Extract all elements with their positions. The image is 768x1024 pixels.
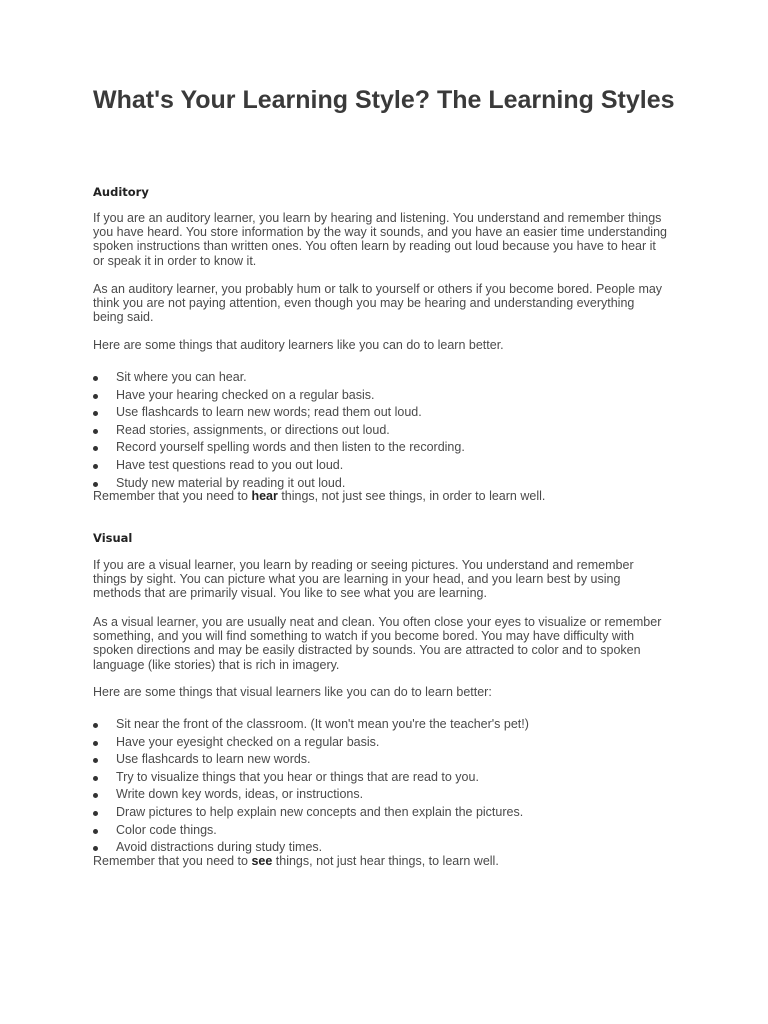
- remember-text: things, not just see things, in order to learn well.: [277, 489, 546, 503]
- remember-text: things, not just hear things, to learn well.: [272, 854, 499, 868]
- list-item-text: Use flashcards to learn new words; read them out loud.: [116, 405, 422, 420]
- list-item-text: Have your eyesight checked on a regular basis.: [116, 734, 380, 749]
- remember-emphasis: hear: [251, 489, 278, 503]
- bullet-icon: [93, 758, 98, 763]
- list-item-text: Avoid distractions during study times.: [116, 840, 323, 855]
- bullet-icon: [93, 776, 98, 781]
- bullet-icon: [93, 411, 98, 416]
- list-item: [93, 822, 668, 840]
- auditory-tips-list: [93, 369, 668, 492]
- list-item-text: Read stories, assignments, or directions out loud.: [116, 422, 390, 437]
- list-item: [93, 439, 668, 457]
- list-item: [93, 387, 668, 405]
- list-item: [93, 804, 668, 822]
- visual-tips-list: [93, 716, 668, 857]
- remember-note-visual: [93, 854, 668, 868]
- bullet-icon: [93, 829, 98, 834]
- paragraph: Here are some things that visual learners like you can do to learn better:: [93, 685, 492, 699]
- paragraph: Here are some things that auditory learners like you can do to learn better.: [93, 338, 504, 352]
- list-item-text: Color code things.: [116, 822, 217, 837]
- paragraph: As an auditory learner, you probably hum or talk to yourself or others if you become bored. People may think you are not paying attention, even though you may be hearing and understanding everything being said.: [93, 282, 663, 325]
- bullet-icon: [93, 793, 98, 798]
- paragraph: If you are a visual learner, you learn by reading or seeing pictures. You understand and remember things by sight. You can picture what you are learning in your head, and you learn best by using methods that are primarily visual. You like to see what you are learning.: [93, 558, 634, 601]
- section-heading-visual: Visual: [93, 531, 133, 545]
- list-item-text: Use flashcards to learn new words.: [116, 752, 311, 767]
- page-title: What's Your Learning Style? The Learning Styles: [93, 86, 675, 114]
- list-item-text: Draw pictures to help explain new concepts and then explain the pictures.: [116, 804, 524, 819]
- bullet-icon: [93, 846, 98, 851]
- list-item-text: Have your hearing checked on a regular basis.: [116, 387, 375, 402]
- list-item-text: Record yourself spelling words and then listen to the recording.: [116, 440, 465, 455]
- list-item-text: Have test questions read to you out loud.: [116, 457, 344, 472]
- list-item-text: Try to visualize things that you hear or things that are read to you.: [116, 769, 479, 784]
- paragraph: If you are an auditory learner, you learn by hearing and listening. You understand and remember things you have heard. You store information by the way it sounds, and you have an easier time understanding spoken instructions than written ones. You often learn by reading out loud because you have to hear it or speak it in order to know it.: [93, 211, 667, 268]
- list-item: [93, 422, 668, 440]
- bullet-icon: [93, 482, 98, 487]
- list-item: [93, 786, 668, 804]
- remember-note-auditory: [93, 489, 668, 503]
- list-item-text: Sit where you can hear.: [116, 370, 247, 384]
- bullet-icon: [93, 464, 98, 469]
- list-item: [93, 369, 668, 387]
- bullet-icon: [93, 446, 98, 451]
- remember-emphasis: see: [251, 854, 273, 868]
- list-item-text: Sit near the front of the classroom. (It won't mean you're the teacher's pet!): [116, 717, 529, 731]
- list-item: [93, 716, 668, 734]
- bullet-icon: [93, 394, 98, 399]
- remember-text: Remember that you need to: [93, 489, 252, 503]
- bullet-icon: [93, 723, 98, 728]
- list-item: [93, 751, 668, 769]
- bullet-icon: [93, 429, 98, 434]
- remember-text: Remember that you need to: [93, 854, 252, 868]
- paragraph: As a visual learner, you are usually neat and clean. You often close your eyes to visualize or remember something, and you will find something to watch if you become bored. You may have difficulty with spoken directions and may be easily distracted by sounds. You are attracted to color and to spoken language (like stories) that is rich in imagery.: [93, 615, 662, 672]
- bullet-icon: [93, 741, 98, 746]
- list-item: [93, 404, 668, 422]
- list-item-text: Write down key words, ideas, or instructions.: [116, 787, 364, 802]
- section-heading-auditory: Auditory: [93, 185, 149, 199]
- list-item: [93, 457, 668, 475]
- list-item: [93, 734, 668, 752]
- list-item-text: Study new material by reading it out loud.: [116, 475, 346, 490]
- bullet-icon: [93, 811, 98, 816]
- bullet-icon: [93, 376, 98, 381]
- list-item: [93, 769, 668, 787]
